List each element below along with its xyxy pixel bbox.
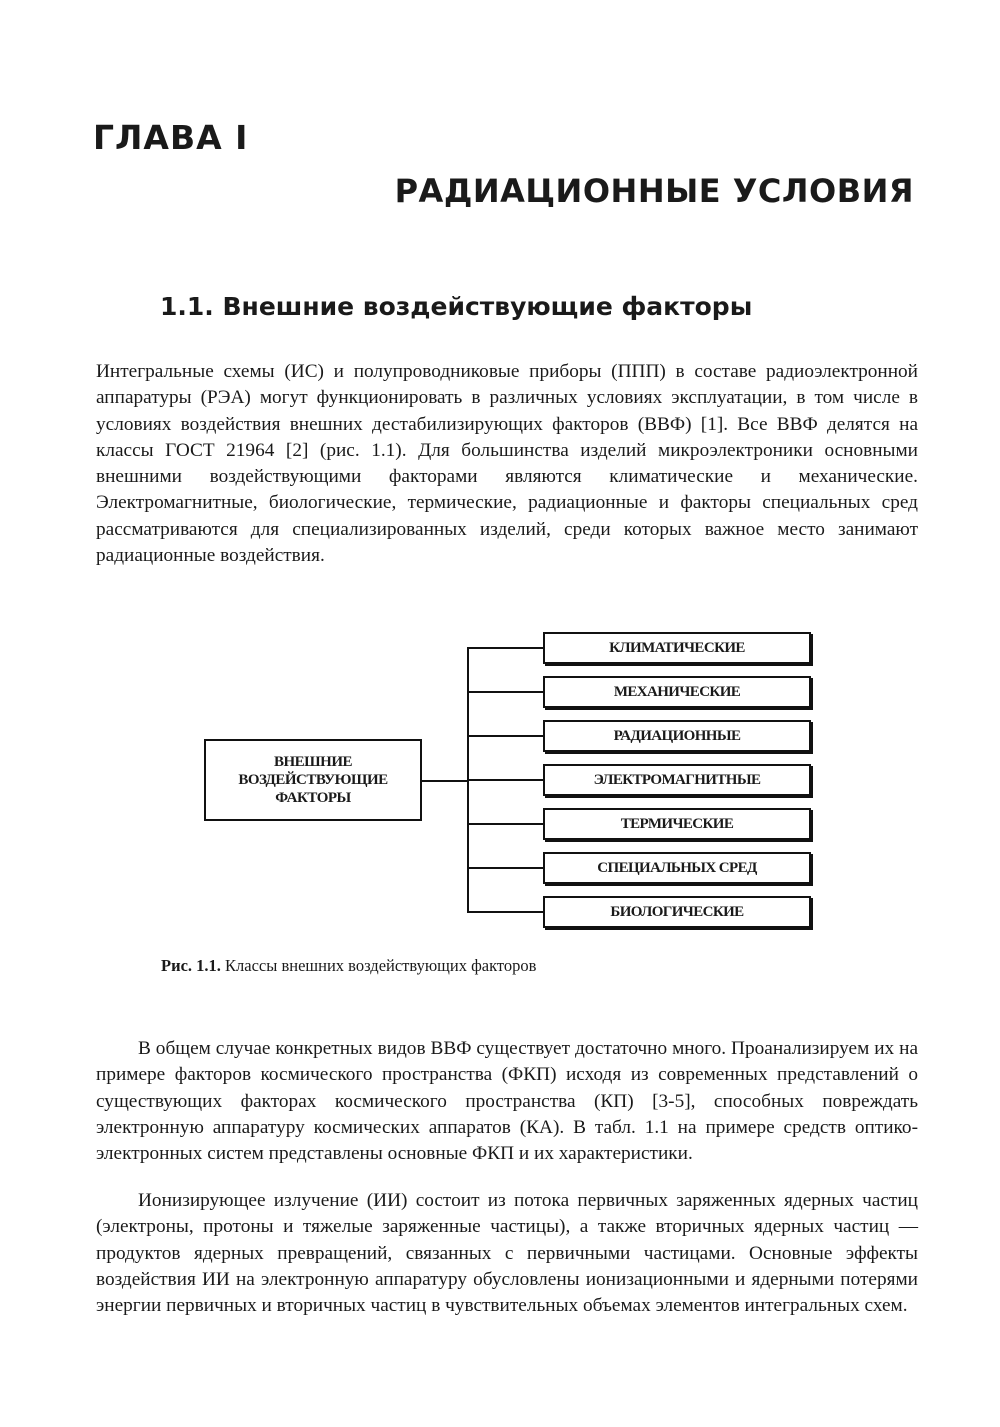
chapter-label: ГЛАВА I — [93, 118, 249, 157]
connector-branch — [467, 911, 543, 913]
connector-branch — [467, 779, 543, 781]
class-box-biological: БИОЛОГИЧЕСКИЕ — [543, 896, 811, 928]
chapter-title: РАДИАЦИОННЫЕ УСЛОВИЯ — [394, 172, 914, 210]
root-line-3: ФАКТОРЫ — [275, 790, 351, 806]
root-line-1: ВНЕШНИЕ — [274, 754, 352, 770]
section-title: 1.1. Внешние воздействующие факторы — [160, 292, 753, 321]
connector-branch — [467, 823, 543, 825]
paragraph-intro: Интегральные схемы (ИС) и полупроводниковые приборы (ППП) в составе радиоэлектронной аппаратуры (РЭА) могут функционировать в различных условиях эксплуатации, в том числе в условиях воздействия внешних дестабилизирующих факторов (ВВФ) [1]. Все ВВФ делятся на классы ГОСТ 21964 [2] (рис. 1.1). Для большинства изделий микроэлектроники основными внешними воздействующими факторами являются климатические и механические. Электромагнитные, биологические, термические, радиационные и факторы специальных сред рассматриваются для специализированных изделий, среди которых важное место занимают радиационные воздействия. — [96, 361, 918, 567]
class-box-electromagnetic: ЭЛЕКТРОМАГНИТНЫЕ — [543, 764, 811, 796]
class-box-radiation: РАДИАЦИОННЫЕ — [543, 720, 811, 752]
class-box-climatic: КЛИМАТИЧЕСКИЕ — [543, 632, 811, 664]
class-box-mechanical: МЕХАНИЧЕСКИЕ — [543, 676, 811, 708]
connector-branch — [467, 867, 543, 869]
connector-root — [422, 780, 468, 782]
figure-caption — [161, 956, 536, 976]
root-line-2: ВОЗДЕЙСТВУЮЩИЕ — [238, 772, 388, 788]
paragraph-space-factors: В общем случае конкретных видов ВВФ существует достаточно много. Проанализируем их на примере факторов космического пространства (ФКП) исходя из современных представлений о существующих факторах космического пространства (КП) [3-5], способных повреждать электронную аппаратуру космических аппаратов (КА). В табл. 1.1 на примере средств оптико-электронных систем представлены основные ФКП и их характеристики. — [96, 1038, 918, 1165]
caption-label: Рис. 1.1. — [161, 956, 221, 975]
root-box — [204, 739, 422, 821]
connector-branch — [467, 647, 543, 649]
caption-text: Классы внешних воздействующих факторов — [225, 956, 537, 975]
connector-branch — [467, 735, 543, 737]
class-box-special-media: СПЕЦИАЛЬНЫХ СРЕД — [543, 852, 811, 884]
class-box-thermal: ТЕРМИЧЕСКИЕ — [543, 808, 811, 840]
connector-branch — [467, 691, 543, 693]
paragraph-ionizing-radiation: Ионизирующее излучение (ИИ) состоит из потока первичных заряженных ядерных частиц (электроны, протоны и тяжелые заряженные частицы), а также вторичных ядерных частиц — продуктов ядерных превращений, связанных с первичными частицами. Основные эффекты воздействия ИИ на электронную аппаратуру обусловлены ионизационными и ядерными потерями энергии первичных и вторичных частиц в чувствительных объемах элементов интегральных схем. — [96, 1190, 918, 1317]
